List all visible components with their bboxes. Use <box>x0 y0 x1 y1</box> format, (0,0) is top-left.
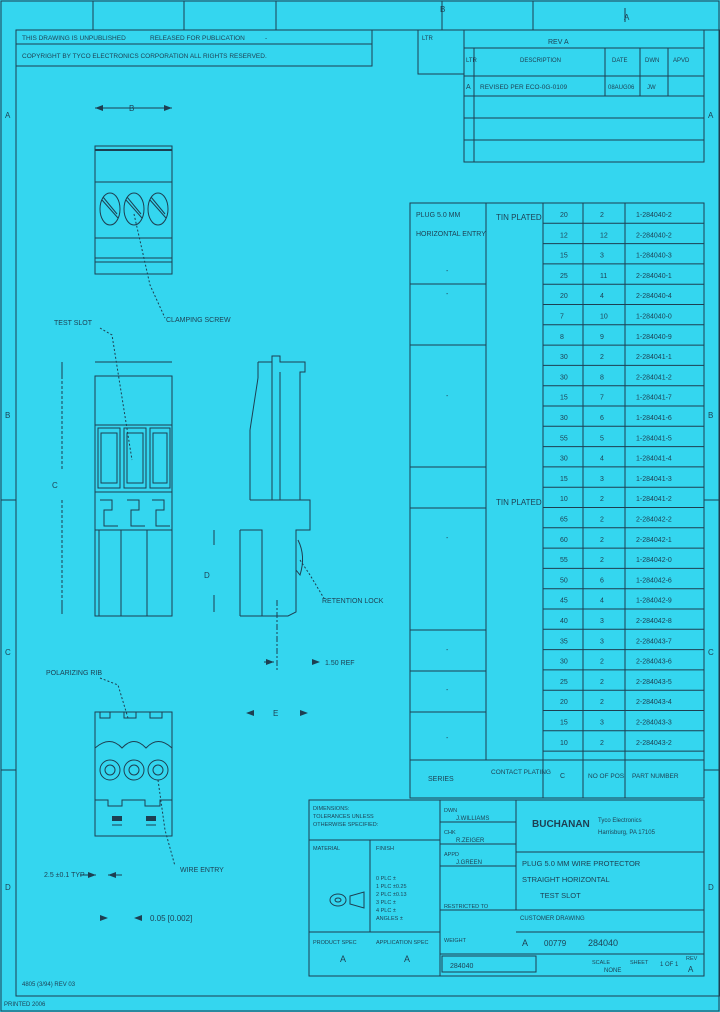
copyright-line1b: RELEASED FOR PUBLICATION <box>150 35 245 42</box>
table-cell-pos: 2 <box>600 739 604 747</box>
table-cell-pn: 1-284041-4 <box>636 455 672 463</box>
series-group1-line2: HORIZONTAL ENTRY <box>416 231 486 238</box>
table-cell-pos: 8 <box>600 374 604 382</box>
restricted-label: RESTRICTED TO <box>444 904 489 910</box>
svg-text:-: - <box>446 291 449 298</box>
bottom-pitch-label: 2.5 ±0.1 TYP <box>44 872 85 879</box>
company-sub2: Harrisburg, PA 17105 <box>598 830 655 836</box>
table-cell-pos: 2 <box>600 496 604 504</box>
title-line2: STRAIGHT HORIZONTAL <box>522 875 610 884</box>
clamping-screw-icon <box>100 193 168 225</box>
table-cell-c: 65 <box>560 516 568 524</box>
rev-row1-date: 08AUG06 <box>608 85 635 91</box>
zone-number-right-a: A <box>708 111 714 120</box>
tol-header-1: DIMENSIONS: <box>313 806 350 812</box>
table-cell-pn: 2-284043-2 <box>636 739 672 747</box>
table-cell-pos: 2 <box>600 678 604 686</box>
table-cell-pos: 5 <box>600 435 604 443</box>
rev-header-dwn: DWN <box>645 58 660 64</box>
plating-group1: TIN PLATED <box>496 213 542 222</box>
title-line3: TEST SLOT <box>540 891 581 900</box>
copyright-line1a: THIS DRAWING IS UNPUBLISHED <box>22 35 126 42</box>
dim-d-label: D <box>204 571 210 580</box>
table-cell-pos: 9 <box>600 333 604 341</box>
svg-text:1 PLC ±0.25: 1 PLC ±0.25 <box>376 884 407 890</box>
svg-text:-: - <box>446 647 449 654</box>
svg-text:4 PLC ±: 4 PLC ± <box>376 908 396 914</box>
table-cell-pos: 10 <box>600 313 608 321</box>
table-cell-pn: 1-284040-3 <box>636 252 672 260</box>
scale-label: SCALE <box>592 960 611 966</box>
tol-header-2: TOLERANCES UNLESS <box>313 814 374 820</box>
table-cell-c: 25 <box>560 272 568 280</box>
table-header-pn: PART NUMBER <box>632 773 679 780</box>
table-cell-pn: 2-284040-4 <box>636 293 672 301</box>
table-cell-pn: 2-284043-3 <box>636 719 672 727</box>
table-header-c: C <box>560 773 566 780</box>
inner-border <box>16 30 720 996</box>
table-cell-pos: 6 <box>600 415 604 422</box>
polarizing-rib-callout: POLARIZING RIB <box>46 670 103 677</box>
table-cell-pos: 2 <box>600 536 604 544</box>
table-cell-pn: 2-284043-6 <box>636 658 672 666</box>
table-cell-c: 15 <box>560 475 568 483</box>
table-cell-pn: 1-284042-9 <box>636 597 672 605</box>
appd-value: J.GREEN <box>456 860 483 866</box>
table-cell-pos: 2 <box>600 516 604 524</box>
table-cell-c: 30 <box>560 374 568 382</box>
table-header-plating: CONTACT PLATING <box>491 769 551 776</box>
table-cell-c: 45 <box>560 597 568 605</box>
table-cell-c: 50 <box>560 577 568 585</box>
material-label: MATERIAL <box>313 846 341 852</box>
table-cell-pos: 12 <box>600 232 608 240</box>
third-angle-projection-icon <box>330 892 364 908</box>
zone-letter-b: B <box>440 5 446 14</box>
table-cell-c: 40 <box>560 618 568 625</box>
part-number-table <box>410 203 704 798</box>
table-cell-pn: 2-284043-5 <box>636 678 672 686</box>
rev-header-apvd: APVD <box>673 58 690 64</box>
dwg-number-stamp: 284040 <box>450 963 474 970</box>
table-cell-pn: 2-284042-1 <box>636 536 672 544</box>
dwn-value: J.WILLIAMS <box>456 816 490 822</box>
rev-value: A <box>688 965 694 974</box>
side-view <box>204 356 384 672</box>
table-cell-pos: 2 <box>600 212 604 219</box>
table-cell-pn: 2-284042-2 <box>636 516 672 524</box>
zone-number-right-b: B <box>708 411 714 420</box>
svg-text:3 PLC ±: 3 PLC ± <box>376 900 396 906</box>
sheet-label: SHEET <box>630 960 649 966</box>
table-cell-c: 20 <box>560 212 568 219</box>
table-cell-c: 35 <box>560 638 568 646</box>
print-number: PRINTED 2006 <box>4 1002 46 1008</box>
company-sub1: Tyco Electronics <box>598 818 642 824</box>
series-group1-line1: PLUG 5.0 MM <box>416 212 461 219</box>
table-cell-pos: 2 <box>600 699 604 707</box>
top-view <box>95 104 231 324</box>
table-cell-pn: 1-284040-2 <box>636 212 672 219</box>
title-line1: PLUG 5.0 MM WIRE PROTECTOR <box>522 859 641 868</box>
wire-entry-icon <box>124 760 144 780</box>
table-cell-pos: 3 <box>600 638 604 646</box>
table-cell-c: 20 <box>560 293 568 301</box>
chk-value: R.ZEIGER <box>456 838 485 844</box>
table-cell-pos: 7 <box>600 394 604 402</box>
svg-text:2 PLC ±0.13: 2 PLC ±0.13 <box>376 892 407 898</box>
cage-code: 00779 <box>544 939 567 948</box>
rev-row1-desc: REVISED PER ECO-0G-0109 <box>480 84 568 91</box>
table-cell-pn: 2-284041-1 <box>636 354 672 362</box>
table-cell-pn: 1-284040-9 <box>636 333 672 341</box>
rev-header-desc: DESCRIPTION <box>520 58 562 64</box>
front-view <box>52 320 172 616</box>
rev-corner-label: LTR <box>422 36 433 42</box>
doc-label: CUSTOMER DRAWING <box>520 916 585 922</box>
dwn-label: DWN <box>444 808 458 814</box>
dim-c-label: C <box>52 481 58 490</box>
table-cell-pn: 2-284043-7 <box>636 638 672 646</box>
dim-e-label: E <box>273 709 279 718</box>
table-cell-pn: 1-284041-2 <box>636 496 672 504</box>
table-cell-pn: 1-284041-3 <box>636 475 672 483</box>
rev-label: REV <box>686 956 698 962</box>
table-cell-c: 7 <box>560 313 564 321</box>
company-logo: BUCHANAN <box>532 819 590 830</box>
zone-number-right-d: D <box>708 883 714 892</box>
table-cell-pn: 2-284040-1 <box>636 272 672 280</box>
table-cell-pn: 2-284040-2 <box>636 232 672 240</box>
table-cell-c: 20 <box>560 699 568 707</box>
table-cell-c: 15 <box>560 394 568 402</box>
zone-letter-a: A <box>624 13 630 22</box>
zone-number-b: B <box>5 411 11 420</box>
dim-small-label: 1.50 REF <box>325 660 355 667</box>
table-cell-c: 55 <box>560 557 568 565</box>
table-cell-c: 30 <box>560 455 568 463</box>
sheet-value: 1 OF 1 <box>660 962 679 968</box>
svg-text:-: - <box>446 735 449 742</box>
rev-header-date: DATE <box>612 58 628 64</box>
svg-text:-: - <box>446 268 449 275</box>
wire-entry-callout: WIRE ENTRY <box>180 867 224 874</box>
table-cell-c: 30 <box>560 658 568 666</box>
table-cell-pos: 2 <box>600 354 604 362</box>
scale-value: NONE <box>604 968 622 974</box>
retention-lock-callout: RETENTION LOCK <box>322 598 384 605</box>
rev-row1-dwn: JW <box>647 85 656 91</box>
table-header-pos: NO OF POS <box>588 773 625 780</box>
dim-b-label: B <box>129 104 135 113</box>
plating-group2: TIN PLATED <box>496 498 542 507</box>
table-cell-pn: 2-284041-2 <box>636 374 672 382</box>
table-cell-pn: 1-284042-6 <box>636 577 672 585</box>
svg-text:0 PLC ±: 0 PLC ± <box>376 876 396 882</box>
svg-text:-: - <box>446 535 449 542</box>
wire-entry-icon <box>148 760 168 780</box>
copyright-line2: COPYRIGHT BY TYCO ELECTRONICS CORPORATION ALL RIGHTS RESERVED. <box>22 53 267 60</box>
table-cell-c: 12 <box>560 232 568 240</box>
table-cell-pos: 3 <box>600 618 604 625</box>
table-cell-pos: 4 <box>600 293 604 301</box>
svg-text:ANGLES ±: ANGLES ± <box>376 916 403 922</box>
table-cell-pos: 3 <box>600 719 604 727</box>
rev-row1-ltr: A <box>466 84 471 91</box>
table-cell-pos: 4 <box>600 455 604 463</box>
table-cell-c: 15 <box>560 252 568 260</box>
finish-label: FINISH <box>376 846 395 852</box>
table-cell-c: 30 <box>560 354 568 362</box>
table-cell-c: 55 <box>560 435 568 443</box>
table-header-series: SERIES <box>428 776 454 783</box>
table-cell-c: 60 <box>560 536 568 544</box>
table-cell-c: 25 <box>560 678 568 686</box>
table-cell-c: 30 <box>560 415 568 422</box>
application-spec-label: APPLICATION SPEC <box>376 940 429 946</box>
table-cell-c: 10 <box>560 739 568 747</box>
svg-text:-: - <box>446 393 449 400</box>
bottom-view <box>44 670 308 923</box>
tolerance-lines <box>376 876 407 922</box>
table-cell-pn: 1-284041-7 <box>636 394 672 402</box>
table-cell-pos: 2 <box>600 658 604 666</box>
product-spec-label: PRODUCT SPEC <box>313 940 357 946</box>
table-cell-pos: 11 <box>600 272 608 280</box>
zone-number-a: A <box>5 111 11 120</box>
title-block <box>309 800 704 976</box>
chk-label: CHK <box>444 830 456 836</box>
revision-block <box>418 30 704 162</box>
zone-number-d: D <box>5 883 11 892</box>
table-cell-pos: 3 <box>600 252 604 260</box>
table-cell-pn: 1-284040-0 <box>636 313 672 321</box>
size-a-left: A <box>340 954 347 964</box>
table-cell-pn: 1-284042-0 <box>636 557 672 565</box>
table-rows <box>543 212 704 751</box>
appd-label: APPD <box>444 852 459 858</box>
table-cell-pn: 2-284043-4 <box>636 699 672 707</box>
table-cell-pn: 1-284041-6 <box>636 415 672 422</box>
table-cell-c: 15 <box>560 719 568 727</box>
size-a-right: A <box>404 954 411 964</box>
table-cell-pos: 2 <box>600 557 604 565</box>
weight-label: WEIGHT <box>444 938 466 944</box>
rev-title: REV A <box>548 39 569 46</box>
table-cell-pos: 3 <box>600 475 604 483</box>
bottom-dim-label: 0.05 [0.002] <box>150 914 193 923</box>
zone-number-right-c: C <box>708 648 714 657</box>
copyright-line1c: - <box>265 35 268 42</box>
svg-text:-: - <box>446 687 449 694</box>
wire-entry-icon <box>100 760 120 780</box>
form-number: 4805 (3/94) REV 03 <box>22 982 76 988</box>
dwg-number: 284040 <box>588 938 619 948</box>
table-cell-c: 10 <box>560 496 568 504</box>
table-cell-pn: 1-284041-5 <box>636 435 672 443</box>
clamping-screw-callout: CLAMPING SCREW <box>166 317 231 324</box>
table-cell-pn: 2-284042-8 <box>636 618 672 625</box>
table-cell-c: 8 <box>560 333 564 341</box>
test-slot-callout: TEST SLOT <box>54 320 92 327</box>
tol-header-3: OTHERWISE SPECIFIED: <box>313 822 379 828</box>
zone-number-c: C <box>5 648 11 657</box>
retention-lock-shape <box>296 540 303 575</box>
table-cell-pos: 4 <box>600 597 604 605</box>
rev-header-ltr: LTR <box>466 58 477 64</box>
size-code: A <box>522 938 529 948</box>
table-cell-pos: 6 <box>600 577 604 585</box>
